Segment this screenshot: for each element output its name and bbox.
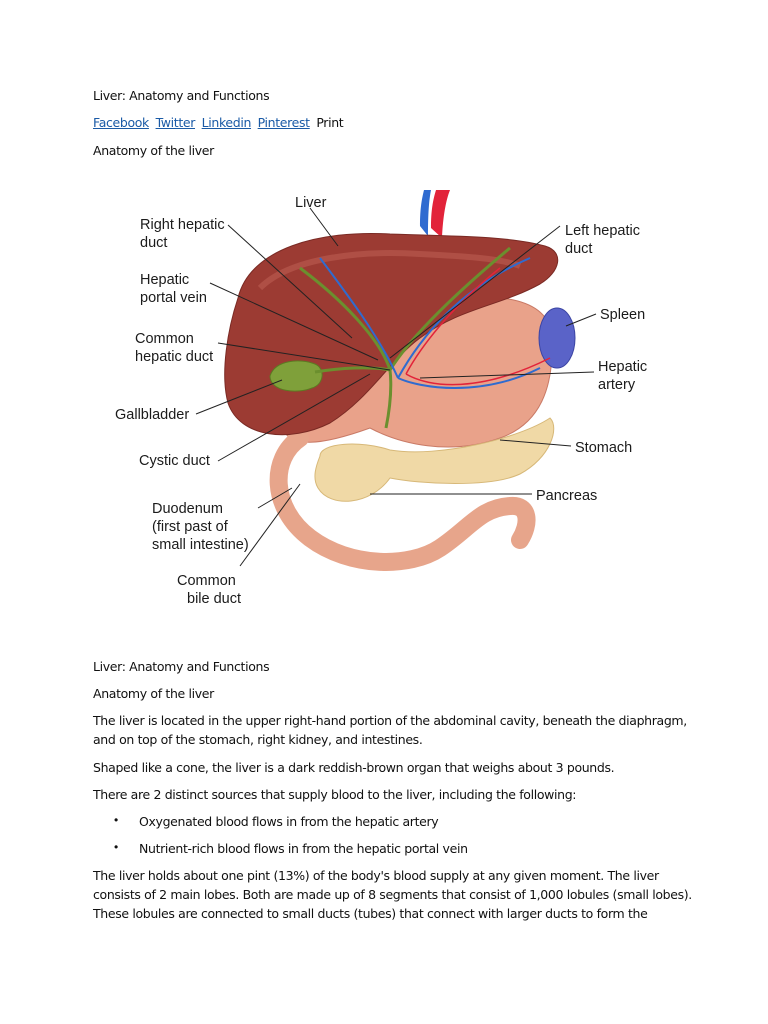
section-heading: Anatomy of the liver: [93, 143, 214, 158]
label-liver: Liver: [295, 195, 327, 211]
label-left-hepatic-1: Left hepatic: [565, 223, 640, 239]
section-heading-repeat: Anatomy of the liver: [93, 686, 214, 701]
paragraph-blood-sources: There are 2 distinct sources that supply blood to the liver, including the following:: [93, 787, 577, 802]
label-spleen: Spleen: [600, 307, 646, 323]
spleen-shape: [539, 308, 575, 368]
print-label[interactable]: Print: [316, 115, 344, 130]
label-hepatic-artery-2: artery: [598, 377, 636, 393]
label-common-bile-1: Common: [177, 573, 236, 589]
twitter-link[interactable]: Twitter: [155, 115, 196, 130]
label-hepatic-artery-1: Hepatic: [598, 359, 648, 375]
label-cystic-duct: Cystic duct: [139, 453, 210, 469]
facebook-link[interactable]: Facebook: [93, 115, 149, 130]
paragraph-lobes-1: The liver holds about one pint (13%) of the body's blood supply at any given moment. The liver: [93, 868, 659, 883]
bullet-item-1: Oxygenated blood flows in from the hepatic artery: [139, 814, 439, 829]
vein-vessel: [420, 190, 431, 236]
label-gallbladder: Gallbladder: [115, 407, 190, 423]
paragraph-location-1: The liver is located in the upper right-hand portion of the abdominal cavity, beneath the diaphragm,: [93, 713, 687, 728]
artery-vessel: [431, 190, 450, 238]
doc-title: Liver: Anatomy and Functions: [93, 88, 270, 103]
bullet-item-2: Nutrient-rich blood flows in from the hepatic portal vein: [139, 841, 468, 856]
share-links: [93, 114, 343, 131]
pinterest-link[interactable]: Pinterest: [257, 115, 310, 130]
label-common-hepatic-1: Common: [135, 331, 194, 347]
label-right-hepatic-2: duct: [140, 235, 168, 251]
bullet-dot-1: •: [114, 813, 119, 827]
gallbladder-shape: [270, 361, 322, 391]
label-right-hepatic-1: Right hepatic: [140, 217, 225, 233]
label-duodenum-2: (first past of: [152, 519, 228, 535]
paragraph-location-2: and on top of the stomach, right kidney, and intestines.: [93, 732, 423, 747]
label-portal-vein-2: portal vein: [140, 290, 207, 306]
doc-title-repeat: Liver: Anatomy and Functions: [93, 659, 270, 674]
paragraph-lobes-3: These lobules are connected to small ducts (tubes) that connect with larger ducts to form the: [93, 906, 648, 921]
label-common-hepatic-2: hepatic duct: [135, 349, 214, 365]
bullet-dot-2: •: [114, 840, 119, 854]
label-common-bile-2: bile duct: [187, 591, 242, 607]
label-duodenum-1: Duodenum: [152, 501, 223, 517]
linkedin-link[interactable]: Linkedin: [201, 115, 252, 130]
label-pancreas: Pancreas: [536, 488, 598, 504]
label-left-hepatic-2: duct: [565, 241, 593, 257]
label-duodenum-3: small intestine): [152, 537, 249, 553]
label-stomach: Stomach: [575, 440, 633, 456]
paragraph-shape: Shaped like a cone, the liver is a dark reddish-brown organ that weighs about 3 pounds.: [93, 760, 615, 775]
label-portal-vein-1: Hepatic: [140, 272, 190, 288]
liver-anatomy-diagram: [115, 188, 648, 608]
paragraph-lobes-2: consists of 2 main lobes. Both are made up of 8 segments that consist of 1,000 lobules (small lobes).: [93, 887, 692, 902]
